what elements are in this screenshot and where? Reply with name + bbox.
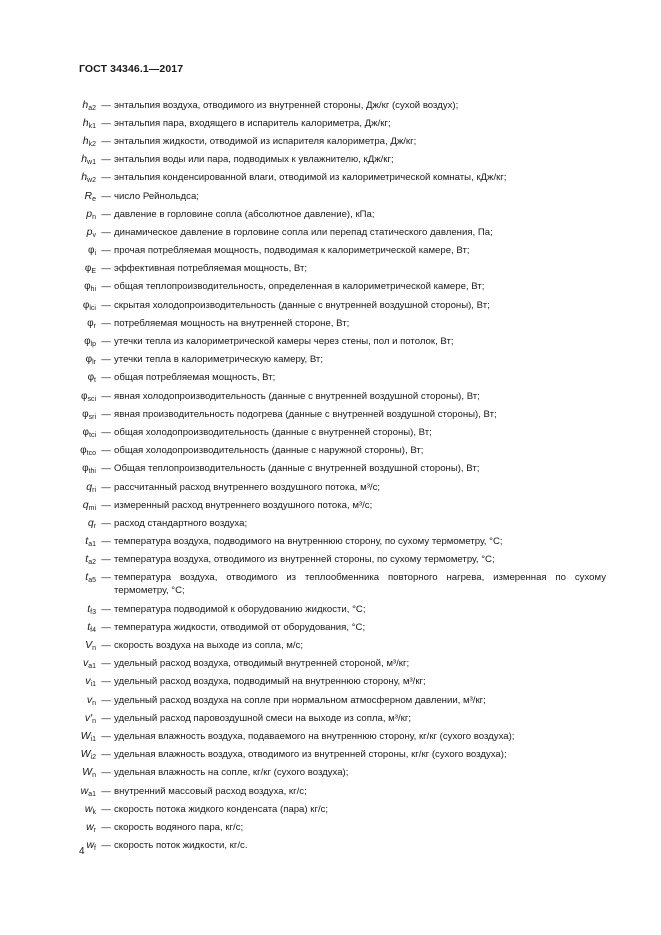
definition-dash: — <box>101 245 111 257</box>
definition-symbol <box>0 280 98 293</box>
symbol-base: W <box>80 748 91 761</box>
definition-symbol <box>0 712 98 725</box>
definition-text: утечки тепла в калориметрическую камеру, Вт; <box>114 354 323 366</box>
symbol-subscript: r <box>93 522 96 530</box>
symbol-base: φ <box>82 463 89 475</box>
symbol-subscript: a1 <box>88 790 96 798</box>
definition-dash: — <box>101 712 111 724</box>
definition-dash: — <box>101 190 111 202</box>
definition-row <box>0 691 661 709</box>
definition-row <box>0 151 661 169</box>
definition-symbol <box>0 371 98 384</box>
symbol-base: v <box>82 657 89 670</box>
definition-text: температура воздуха, подводимого на внутреннюю сторону, по сухому термометру, °С; <box>114 536 503 548</box>
definition-symbol <box>0 657 98 670</box>
symbol-subscript: r <box>93 322 96 330</box>
definition-dash: — <box>101 730 111 742</box>
definition-symbol <box>0 262 98 275</box>
definition-dash: — <box>101 658 111 670</box>
definition-text: общая холодопроизводительность (данные с внутренней стороны), Вт; <box>114 426 432 438</box>
symbol-base: t <box>85 553 89 566</box>
symbol-subscript: lp <box>90 341 96 349</box>
definition-row <box>0 478 661 496</box>
definition-symbol <box>0 603 98 616</box>
definition-text: общая холодопроизводительность (данные с наружной стороны), Вт; <box>114 445 424 457</box>
symbol-base: t <box>87 620 91 633</box>
definition-dash: — <box>101 676 111 688</box>
definition-symbol <box>0 675 98 688</box>
symbol-subscript: a5 <box>88 577 96 585</box>
definition-text: эффективная потребляемая мощность, Вт; <box>114 263 308 275</box>
symbol-subscript: a1 <box>88 663 96 671</box>
symbol-base: p <box>86 225 93 238</box>
definition-text: прочая потребляемая мощность, подводимая к калориметрической камере, Вт; <box>114 245 470 257</box>
definition-row <box>0 569 661 600</box>
symbol-base: t <box>87 602 91 615</box>
definition-text: удельный расход воздуха на сопле при нормальном атмосферном давлении, м³/кг; <box>114 694 486 706</box>
definition-symbol <box>0 821 98 834</box>
definition-dash: — <box>101 803 111 815</box>
definition-text: энтальпия воды или пара, подводимых к увлажнителю, кДж/кг; <box>114 154 394 166</box>
definition-symbol <box>0 748 98 761</box>
definition-text: рассчитанный расход внутреннего воздушного потока, м³/с; <box>114 481 381 493</box>
symbol-base: h <box>81 171 88 184</box>
definition-row <box>0 260 661 278</box>
definition-symbol <box>0 153 98 166</box>
definition-symbol <box>0 317 98 330</box>
page-number: 4 <box>79 846 85 857</box>
definition-dash: — <box>101 445 111 457</box>
definition-symbol <box>0 135 98 148</box>
symbol-base: h <box>82 116 89 129</box>
symbol-base: v <box>86 693 93 706</box>
symbol-subscript: sri <box>88 413 96 421</box>
definition-symbol <box>0 390 98 403</box>
definition-dash: — <box>101 208 111 220</box>
symbol-base: φ <box>82 299 90 311</box>
symbol-base: q <box>82 498 89 511</box>
symbol-subscript: i <box>94 250 96 258</box>
definition-dash: — <box>101 517 111 529</box>
definition-symbol <box>0 190 98 203</box>
symbol-subscript: w1 <box>87 159 96 167</box>
symbol-base: h <box>82 134 89 147</box>
symbol-base: t <box>85 571 89 584</box>
definition-symbol <box>0 517 98 530</box>
symbol-subscript: a2 <box>88 559 96 567</box>
definition-dash: — <box>101 821 111 833</box>
definition-dash: — <box>101 354 111 366</box>
definition-row <box>0 205 661 223</box>
symbol-subscript: k2 <box>88 140 96 148</box>
symbol-base: φ <box>80 445 87 457</box>
definition-symbol <box>0 244 98 257</box>
definition-text: динамическое давление в горловине сопла или перепад статического давления, Па; <box>114 226 493 238</box>
definition-dash: — <box>101 554 111 566</box>
definition-row <box>0 460 661 478</box>
definition-text: удельный расход воздуха, отводимый внутренней стороной, м³/кг; <box>114 658 410 670</box>
symbol-base: h <box>82 98 89 111</box>
symbol-base: w <box>86 839 95 852</box>
definition-row <box>0 837 661 855</box>
symbol-subscript: f4 <box>90 626 96 634</box>
symbol-subscript: hi <box>90 286 96 294</box>
symbol-base: v <box>85 675 91 688</box>
definition-symbol <box>0 730 98 743</box>
definition-symbol <box>0 571 98 584</box>
definition-text: скорость потока жидкого конденсата (пара) кг/с; <box>114 803 329 815</box>
definition-dash: — <box>101 172 111 184</box>
definition-symbol <box>0 353 98 366</box>
symbol-base: q <box>87 516 94 529</box>
definition-text: энтальпия жидкости, отводимой из испарителя калориметра, Дж/кг; <box>114 135 417 147</box>
definition-symbol <box>0 499 98 512</box>
definition-row <box>0 764 661 782</box>
definition-row <box>0 114 661 132</box>
definition-text: Общая теплопроизводительность (данные с внутренней воздушной стороны), Вт; <box>114 463 480 475</box>
definition-symbol <box>0 408 98 421</box>
symbol-subscript: f3 <box>90 608 96 616</box>
definition-row <box>0 496 661 514</box>
definition-text: число Рейнольдса; <box>114 190 199 202</box>
symbol-subscript: f <box>94 845 96 853</box>
symbol-base: w <box>80 784 89 797</box>
symbol-base: φ <box>87 317 94 329</box>
definition-row <box>0 314 661 332</box>
definition-dash: — <box>101 390 111 402</box>
definition-row <box>0 600 661 618</box>
definition-symbol <box>0 766 98 779</box>
definition-dash: — <box>101 785 111 797</box>
definition-dash: — <box>101 603 111 615</box>
symbol-base: R <box>84 189 93 202</box>
symbol-base: φ <box>82 408 89 420</box>
definition-text: температура воздуха, отводимого из внутренней стороны, по сухому термометру, °С; <box>114 554 495 566</box>
symbol-base: p <box>86 207 93 220</box>
symbol-subscript: t <box>94 377 96 385</box>
definition-text: температура подводимой к оборудованию жидкости, °С; <box>114 603 366 615</box>
definition-dash: — <box>101 481 111 493</box>
definition-text: энтальпия пара, входящего в испаритель калориметра, Дж/кг; <box>114 117 391 129</box>
symbol-subscript: n <box>92 213 96 221</box>
symbol-base: φ <box>87 245 95 257</box>
symbol-base: φ <box>85 354 93 366</box>
symbol-base: h <box>81 153 88 166</box>
symbol-subscript: i1 <box>90 681 96 689</box>
definition-row <box>0 169 661 187</box>
definition-row <box>0 242 661 260</box>
symbol-subscript: sci <box>87 395 96 403</box>
symbol-subscript: mi <box>88 504 96 512</box>
symbol-subscript: i2 <box>90 754 96 762</box>
symbol-base: φ <box>80 390 88 402</box>
definition-text: удельный расход воздуха, подводимый на внутреннюю сторону, м³/кг; <box>114 676 426 688</box>
definition-dash: — <box>101 463 111 475</box>
definition-dash: — <box>101 536 111 548</box>
definition-row <box>0 405 661 423</box>
definition-text: скрытая холодопроизводительность (данные с внутренней воздушной стороны), Вт; <box>114 299 490 311</box>
definition-row <box>0 332 661 350</box>
definition-dash: — <box>101 426 111 438</box>
definition-dash: — <box>101 621 111 633</box>
definition-symbol <box>0 785 98 798</box>
symbol-subscript: lr <box>92 359 96 367</box>
definition-symbol <box>0 171 98 184</box>
definition-dash: — <box>101 299 111 311</box>
definition-row <box>0 709 661 727</box>
symbol-base: v′ <box>84 711 93 724</box>
symbol-subscript: a2 <box>88 104 96 112</box>
definition-symbol <box>0 444 98 457</box>
symbol-subscript: thi <box>88 468 96 476</box>
definition-text: скорость водяного пара, кг/с; <box>114 821 244 833</box>
definition-dash: — <box>101 572 111 584</box>
definition-dash: — <box>101 263 111 275</box>
definition-dash: — <box>101 99 111 111</box>
definition-symbol <box>0 694 98 707</box>
symbol-base: t <box>85 535 89 548</box>
definition-symbol <box>0 803 98 816</box>
definition-row <box>0 296 661 314</box>
symbol-base: φ <box>82 426 89 438</box>
definition-dash: — <box>101 694 111 706</box>
definition-symbol <box>0 426 98 439</box>
definition-row <box>0 423 661 441</box>
definition-symbol <box>0 639 98 652</box>
definition-text: потребляемая мощность на внутренней стороне, Вт; <box>114 317 350 329</box>
definition-row <box>0 223 661 241</box>
definition-text: общая потребляемая мощность, Вт; <box>114 372 276 384</box>
definition-text: внутренний массовый расход воздуха, кг/с; <box>114 785 307 797</box>
definition-text: скорость воздуха на выходе из сопла, м/с; <box>114 640 304 652</box>
definition-text: удельная влажность воздуха, подаваемого на внутреннюю сторону, кг/кг (сухого воздуха); <box>114 730 515 742</box>
symbol-subscript: ri <box>92 486 96 494</box>
definition-text: общая теплопроизводительность, определенная в калориметрической камере, Вт; <box>114 281 485 293</box>
symbol-subscript: tci <box>89 431 96 439</box>
definition-text: удельный расход паровоздушной смеси на выходе из сопла, м³/кг; <box>114 712 412 724</box>
definition-dash: — <box>101 408 111 420</box>
definition-dash: — <box>101 154 111 166</box>
definition-symbol <box>0 117 98 130</box>
definition-dash: — <box>101 640 111 652</box>
symbol-base: V <box>85 639 93 652</box>
definition-row <box>0 618 661 636</box>
definition-dash: — <box>101 281 111 293</box>
symbol-subscript: n <box>92 772 96 780</box>
definition-text: явная холодопроизводительность (данные с внутренней воздушной стороны), Вт; <box>114 390 480 402</box>
definition-text: давление в горловине сопла (абсолютное давление), кПа; <box>114 208 375 220</box>
definition-row <box>0 655 661 673</box>
definition-text: энтальпия конденсированной влаги, отводимой из калориметрической комнаты, кДж/кг; <box>114 172 507 184</box>
definition-row <box>0 369 661 387</box>
definition-row <box>0 132 661 150</box>
definition-dash: — <box>101 226 111 238</box>
definition-text: энтальпия воздуха, отводимого из внутренней стороны, Дж/кг (сухой воздух); <box>114 99 459 111</box>
definition-row <box>0 800 661 818</box>
definition-dash: — <box>101 767 111 779</box>
definition-dash: — <box>101 749 111 761</box>
symbol-subscript: E <box>91 268 96 276</box>
symbol-subscript: k <box>92 808 96 816</box>
definition-symbol <box>0 481 98 494</box>
definition-row <box>0 782 661 800</box>
definition-row <box>0 387 661 405</box>
definition-symbol <box>0 335 98 348</box>
definition-symbol <box>0 226 98 239</box>
definition-row <box>0 278 661 296</box>
symbol-subscript: r <box>93 826 96 834</box>
definition-symbol <box>0 621 98 634</box>
definition-text: температура воздуха, отводимого из теплообменника повторного нагрева, измеренная по сухому термометру, °С; <box>114 572 606 597</box>
symbol-subscript: w2 <box>87 177 96 185</box>
definition-dash: — <box>101 135 111 147</box>
definition-text: скорость поток жидкости, кг/с. <box>114 840 248 852</box>
definition-dash: — <box>101 336 111 348</box>
symbol-subscript: v <box>92 231 96 239</box>
symbol-base: W <box>80 729 91 742</box>
definition-row <box>0 351 661 369</box>
symbol-base: φ <box>84 263 92 275</box>
definition-text: удельная влажность воздуха, отводимого из внутренней стороны, кг/кг (сухого воздуха); <box>114 749 507 761</box>
definition-row <box>0 442 661 460</box>
symbol-base: q <box>86 480 93 493</box>
definition-text: удельная влажность на сопле, кг/кг (сухого воздуха); <box>114 767 349 779</box>
definition-row <box>0 818 661 836</box>
symbol-base: φ <box>87 372 95 384</box>
symbol-base: w <box>84 802 93 815</box>
symbol-subscript: lci <box>89 304 96 312</box>
definition-row <box>0 533 661 551</box>
definition-dash: — <box>101 840 111 852</box>
definition-text: измеренный расход внутреннего воздушного потока, м³/с; <box>114 499 373 511</box>
symbol-subscript: e <box>92 195 96 203</box>
definition-row <box>0 187 661 205</box>
definition-symbol <box>0 208 98 221</box>
definition-text: явная производительность подогрева (данные с внутренней воздушной стороны), Вт; <box>114 408 497 420</box>
symbol-subscript: a1 <box>88 541 96 549</box>
symbol-subscript: n <box>92 645 96 653</box>
definition-text: температура жидкости, отводимой от оборудования, °С; <box>114 621 366 633</box>
definition-dash: — <box>101 117 111 129</box>
symbol-subscript: n <box>92 699 96 707</box>
definition-text: утечки тепла из калориметрической камеры через стены, пол и потолок, Вт; <box>114 336 454 348</box>
definition-row <box>0 96 661 114</box>
symbol-base: φ <box>84 281 91 293</box>
definition-symbol <box>0 462 98 475</box>
symbol-base: w <box>86 820 94 833</box>
definition-dash: — <box>101 372 111 384</box>
definition-row <box>0 636 661 654</box>
definition-row <box>0 673 661 691</box>
definition-text: расход стандартного воздуха; <box>114 517 248 529</box>
definition-row <box>0 551 661 569</box>
definition-symbol <box>0 535 98 548</box>
definition-row <box>0 727 661 745</box>
definition-dash: — <box>101 499 111 511</box>
definitions-list <box>0 96 661 855</box>
definition-row <box>0 746 661 764</box>
definition-symbol <box>0 553 98 566</box>
symbol-subscript: k1 <box>88 122 96 130</box>
symbol-base: φ <box>84 336 91 348</box>
definition-symbol <box>0 299 98 312</box>
definition-dash: — <box>101 317 111 329</box>
symbol-subscript: n <box>92 717 96 725</box>
symbol-base: W <box>82 766 93 779</box>
document-header: ГОСТ 34346.1—2017 <box>79 63 184 75</box>
symbol-subscript: tco <box>86 450 96 458</box>
symbol-subscript: i1 <box>90 735 96 743</box>
definition-row <box>0 514 661 532</box>
definition-symbol <box>0 99 98 112</box>
